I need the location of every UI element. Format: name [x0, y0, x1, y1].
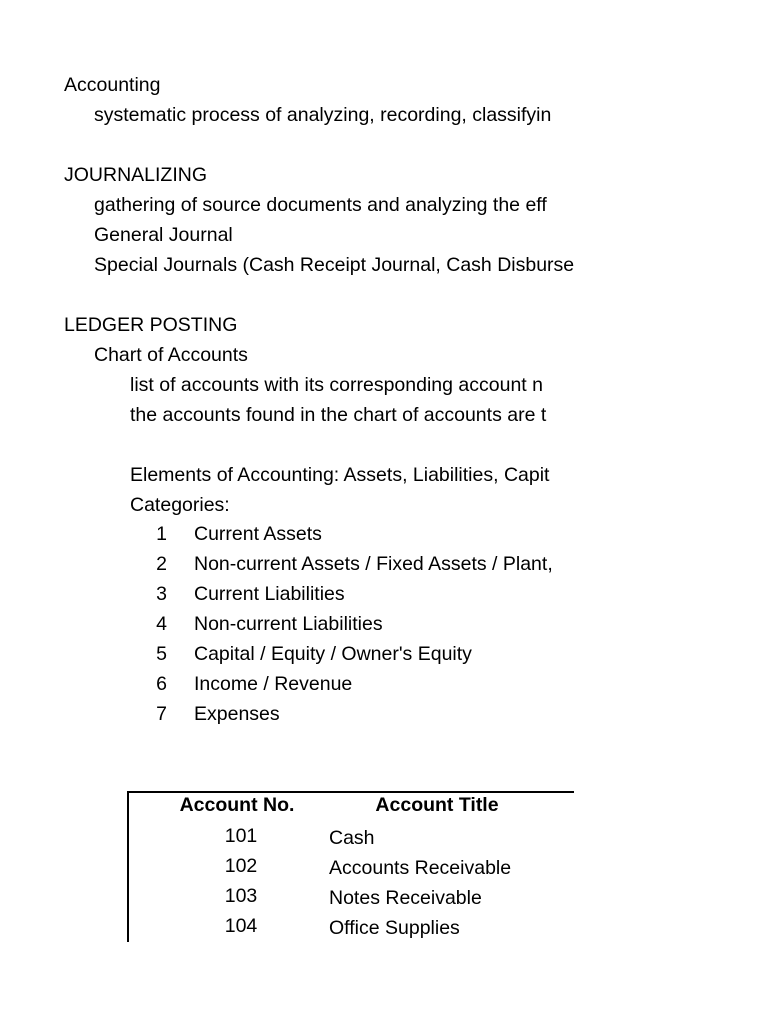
account-title-cell: Accounts Receivable	[329, 857, 512, 879]
category-label: Current Liabilities	[194, 583, 345, 605]
account-no-cell: 104	[224, 915, 258, 937]
account-no-cell: 102	[224, 855, 258, 877]
account-no-cell: 101	[224, 825, 258, 847]
account-title-header: Account Title	[375, 794, 499, 816]
chart-of-accounts-line-2: the accounts found in the chart of accounts are t	[130, 404, 547, 426]
category-label: Non-current Assets / Fixed Assets / Plant,	[194, 553, 553, 575]
elements-of-accounting: Elements of Accounting: Assets, Liabilities, Capit	[130, 464, 550, 486]
category-label: Income / Revenue	[194, 673, 353, 695]
accounting-heading: Accounting	[64, 74, 161, 96]
special-journals-text: Special Journals (Cash Receipt Journal, Cash Disburse	[94, 254, 574, 276]
category-label: Non-current Liabilities	[194, 613, 383, 635]
category-number: 1	[156, 523, 167, 545]
category-number: 6	[156, 673, 167, 695]
chart-of-accounts-text: Chart of Accounts	[94, 344, 248, 366]
accounts-table	[127, 791, 574, 942]
category-number: 5	[156, 643, 167, 665]
category-label: Expenses	[194, 703, 280, 725]
category-label: Capital / Equity / Owner's Equity	[194, 643, 472, 665]
category-number: 7	[156, 703, 167, 725]
table-left-border	[127, 791, 129, 942]
category-number: 3	[156, 583, 167, 605]
category-label: Current Assets	[194, 523, 322, 545]
account-title-cell: Cash	[329, 827, 375, 849]
categories-label: Categories:	[130, 494, 230, 516]
journalizing-heading: JOURNALIZING	[64, 164, 208, 186]
account-no-cell: 103	[224, 885, 258, 907]
ledger-posting-heading: LEDGER POSTING	[64, 314, 238, 336]
category-number: 4	[156, 613, 167, 635]
chart-of-accounts-line-1: list of accounts with its corresponding account n	[130, 374, 543, 396]
account-title-cell: Office Supplies	[329, 917, 460, 939]
category-number: 2	[156, 553, 167, 575]
account-no-header: Account No.	[179, 794, 295, 816]
account-title-cell: Notes Receivable	[329, 887, 482, 909]
general-journal-text: General Journal	[94, 224, 233, 246]
journalizing-description: gathering of source documents and analyzing the eff	[94, 194, 547, 216]
accounting-definition: systematic process of analyzing, recording, classifyin	[94, 104, 552, 126]
